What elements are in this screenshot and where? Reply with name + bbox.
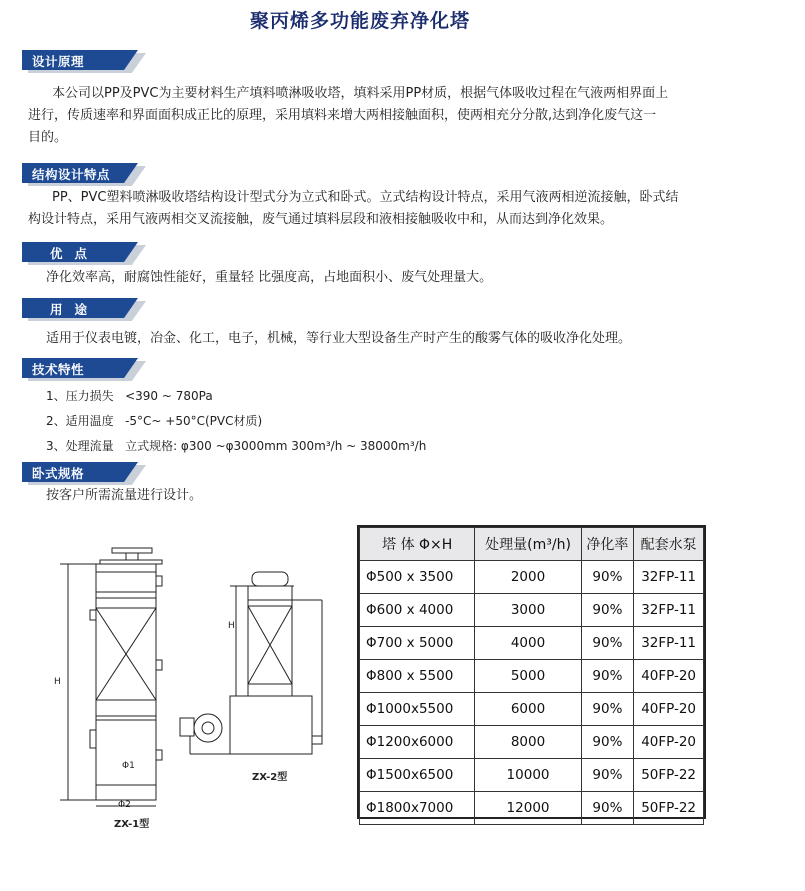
cell-size: Φ800 x 5500 (360, 660, 475, 693)
section-header-advantages (22, 242, 138, 262)
cell-pump: 50FP-22 (634, 759, 704, 792)
cell-pump: 40FP-20 (634, 660, 704, 693)
section-heading: 技术特性 (32, 362, 85, 377)
section-header-design-principle (22, 50, 138, 70)
usage-text: 适用于仪表电镀，冶金、化工，电子，机械，等行业大型设备生产时产生的酸雾气体的吸收净化处理。 (46, 331, 632, 346)
cell-capacity: 8000 (475, 726, 581, 759)
spec-table (357, 525, 706, 819)
section-header-structure (22, 163, 138, 183)
zx2-tower-drawing (180, 572, 322, 754)
diagram-h-label: H (54, 677, 61, 687)
table-row (360, 693, 704, 726)
cell-capacity: 3000 (475, 594, 581, 627)
cell-efficiency: 90% (581, 627, 634, 660)
cell-capacity: 10000 (475, 759, 581, 792)
cell-size: Φ1000x5500 (360, 693, 475, 726)
cell-size: Φ700 x 5000 (360, 627, 475, 660)
advantages-text: 净化效率高，耐腐蚀性能好，重量轻 比强度高，占地面积小、废气处理量大。 (46, 270, 493, 285)
spec-flow: 3、处理流量 立式规格: φ300 ~φ3000mm 300m³/h ~ 38000m³/h (46, 439, 427, 453)
spec-pressure-loss: 1、压力损失 <390 ~ 780Pa (46, 389, 213, 403)
cell-size: Φ1800x7000 (360, 792, 475, 825)
cell-capacity: 5000 (475, 660, 581, 693)
zx1-tower-drawing (60, 548, 162, 806)
cell-efficiency: 90% (581, 561, 634, 594)
cell-capacity: 6000 (475, 693, 581, 726)
section-heading: 结构设计特点 (32, 167, 111, 182)
paragraph-line: 进行，传质速率和界面面积成正比的原理，采用填料来增大两相接触面积，使两相充分分散,达到净化废气这一 (28, 108, 657, 123)
cell-efficiency: 90% (581, 759, 634, 792)
table-row (360, 660, 704, 693)
table-header-row (360, 528, 704, 561)
cell-efficiency: 90% (581, 594, 634, 627)
cell-pump: 50FP-22 (634, 792, 704, 825)
header-capacity: 处理量(m³/h) (475, 528, 581, 561)
paragraph-line: 本公司以PP及PVC为主要材料生产填料喷淋吸收塔，填料采用PP材质，根据气体吸收过程在气液两相界面上 (52, 86, 669, 101)
section-header-usage (22, 298, 138, 318)
cell-efficiency: 90% (581, 693, 634, 726)
cell-pump: 32FP-11 (634, 594, 704, 627)
design-principle-text (28, 83, 728, 149)
cell-pump: 32FP-11 (634, 627, 704, 660)
paragraph-line: 目的。 (28, 130, 68, 145)
table-row (360, 726, 704, 759)
header-efficiency: 净化率 (581, 528, 634, 561)
diagram-phi1-label: Φ1 (122, 761, 135, 771)
section-heading: 卧式规格 (32, 466, 85, 481)
cell-efficiency: 90% (581, 792, 634, 825)
paragraph-line: 构设计特点，采用气液两相交叉流接触，废气通过填料层段和液相接触吸收中和，从而达到净化效果。 (28, 212, 614, 227)
diagram-phi2-label: Φ2 (118, 800, 131, 810)
cell-size: Φ1500x6500 (360, 759, 475, 792)
paragraph-line: PP、PVC塑料喷淋吸收塔结构设计型式分为立式和卧式。立式结构设计特点，采用气液两相逆流接触，卧式结 (52, 190, 679, 205)
cell-size: Φ600 x 4000 (360, 594, 475, 627)
zx1-label: ZX-1型 (114, 819, 150, 830)
tower-diagrams (40, 540, 360, 830)
cell-efficiency: 90% (581, 726, 634, 759)
section-heading: 用途 (50, 302, 100, 317)
section-heading: 设计原理 (32, 54, 85, 69)
table-row (360, 627, 704, 660)
cell-pump: 32FP-11 (634, 561, 704, 594)
zx2-label: ZX-2型 (252, 772, 288, 783)
cell-efficiency: 90% (581, 660, 634, 693)
cell-pump: 40FP-20 (634, 693, 704, 726)
diagram-h2-label: H (228, 621, 235, 631)
spec-temperature: 2、适用温度 -5°C~ +50°C(PVC材质) (46, 414, 263, 428)
cell-capacity: 12000 (475, 792, 581, 825)
table-row (360, 759, 704, 792)
cell-pump: 40FP-20 (634, 726, 704, 759)
structure-text (28, 187, 728, 231)
header-tower-size: 塔 体 Φ×H (360, 528, 475, 561)
header-pump: 配套水泵 (634, 528, 704, 561)
cell-capacity: 2000 (475, 561, 581, 594)
cell-capacity: 4000 (475, 627, 581, 660)
table-row (360, 792, 704, 825)
cell-size: Φ500 x 3500 (360, 561, 475, 594)
table-row (360, 594, 704, 627)
table-row (360, 561, 704, 594)
cell-size: Φ1200x6000 (360, 726, 475, 759)
section-header-horizontal (22, 462, 138, 482)
section-header-tech-specs (22, 358, 138, 378)
section-heading: 优点 (50, 246, 100, 261)
page-title: 聚丙烯多功能废弃净化塔 (249, 10, 470, 32)
horizontal-text: 按客户所需流量进行设计。 (46, 488, 203, 503)
